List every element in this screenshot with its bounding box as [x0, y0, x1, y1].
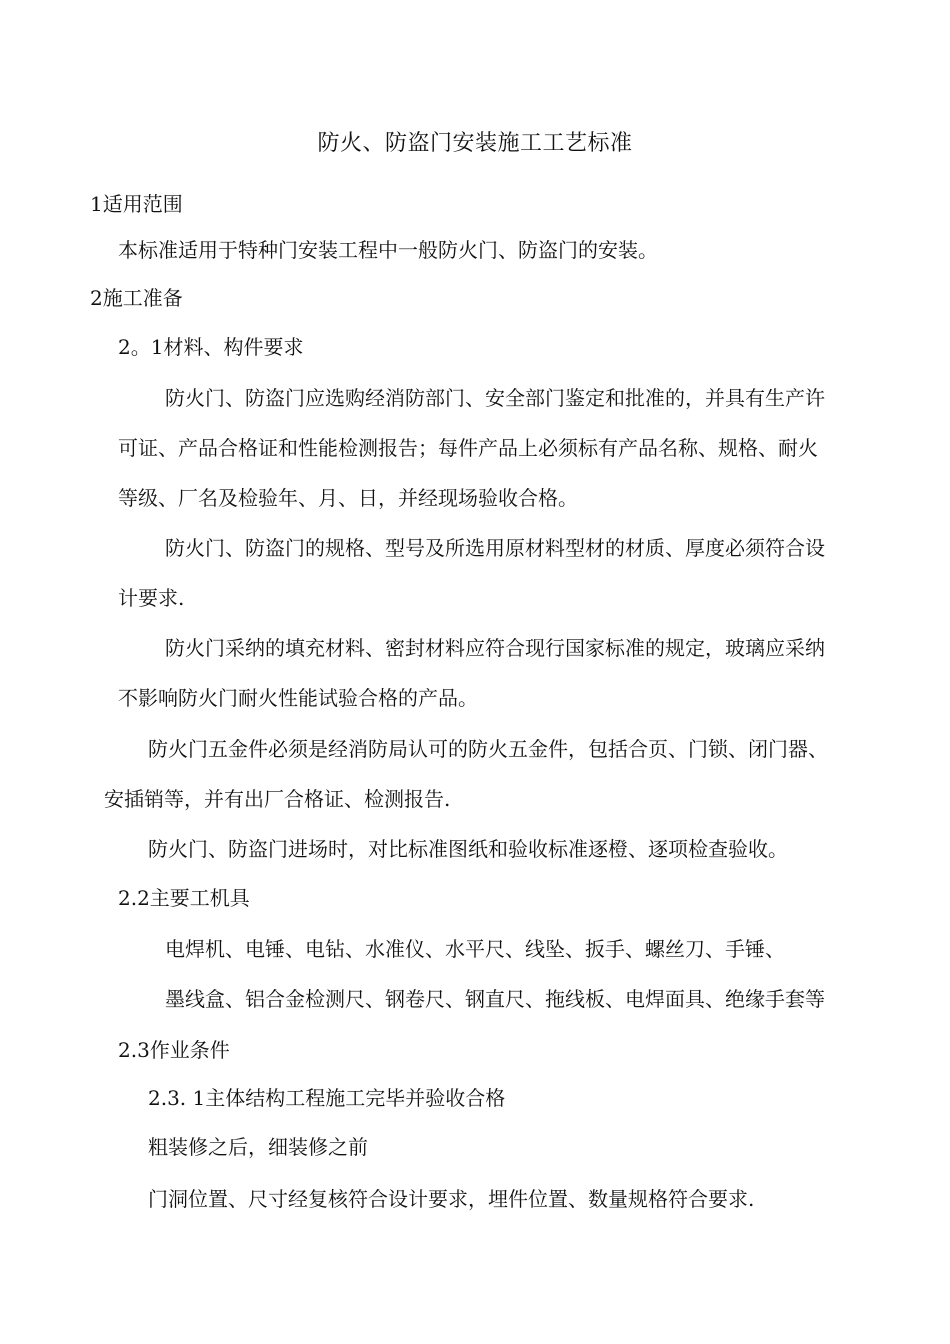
section-heading-scope: 1适用范围	[90, 192, 183, 216]
paragraph-scope: 本标准适用于特种门安装工程中一般防火门、防盗门的安装。	[118, 238, 658, 262]
paragraph-line: 门洞位置、尺寸经复核符合设计要求，埋件位置、数量规格符合要求.	[148, 1187, 755, 1211]
paragraph-line: 可证、产品合格证和性能检测报告；每件产品上必须标有产品名称、规格、耐火	[118, 436, 818, 460]
paragraph-line: 不影响防火门耐火性能试验合格的产品。	[118, 686, 478, 710]
paragraph-line: 防火门采纳的填充材料、密封材料应符合现行国家标准的规定，玻璃应采纳	[165, 636, 825, 660]
subsection-heading-materials: 2。1材料、构件要求	[118, 335, 304, 359]
paragraph-line: 电焊机、电锤、电钻、水准仪、水平尺、线坠、扳手、螺丝刀、手锤、	[165, 937, 785, 961]
section-heading-preparation: 2施工准备	[90, 286, 183, 310]
subsection-heading-structure: 2.3. 1主体结构工程施工完毕并验收合格	[148, 1086, 506, 1110]
paragraph-line: 防火门、防盗门进场时，对比标准图纸和验收标准逐橙、逐项检查验收。	[148, 837, 788, 861]
paragraph-line: 等级、厂名及检验年、月、日，并经现场验收合格。	[118, 486, 578, 510]
paragraph-line: 防火门五金件必须是经消防局认可的防火五金件，包括合页、门锁、闭门器、	[148, 737, 828, 761]
document-title: 防火、防盗门安装施工工艺标准	[317, 131, 633, 156]
paragraph-line: 墨线盒、铝合金检测尺、钢卷尺、钢直尺、拖线板、电焊面具、绝缘手套等	[165, 987, 825, 1011]
paragraph-line: 安插销等，并有出厂合格证、检测报告.	[104, 787, 451, 811]
paragraph-line: 防火门、防盗门应选购经消防部门、安全部门鉴定和批准的，并具有生产许	[165, 386, 825, 410]
paragraph-line: 防火门、防盗门的规格、型号及所选用原材料型材的材质、厚度必须符合设	[165, 536, 825, 560]
subsection-heading-conditions: 2.3作业条件	[118, 1038, 230, 1062]
subsection-heading-tools: 2.2主要工机具	[118, 886, 250, 910]
paragraph-line: 粗装修之后，细装修之前	[148, 1135, 368, 1159]
paragraph-line: 计要求.	[118, 586, 185, 610]
